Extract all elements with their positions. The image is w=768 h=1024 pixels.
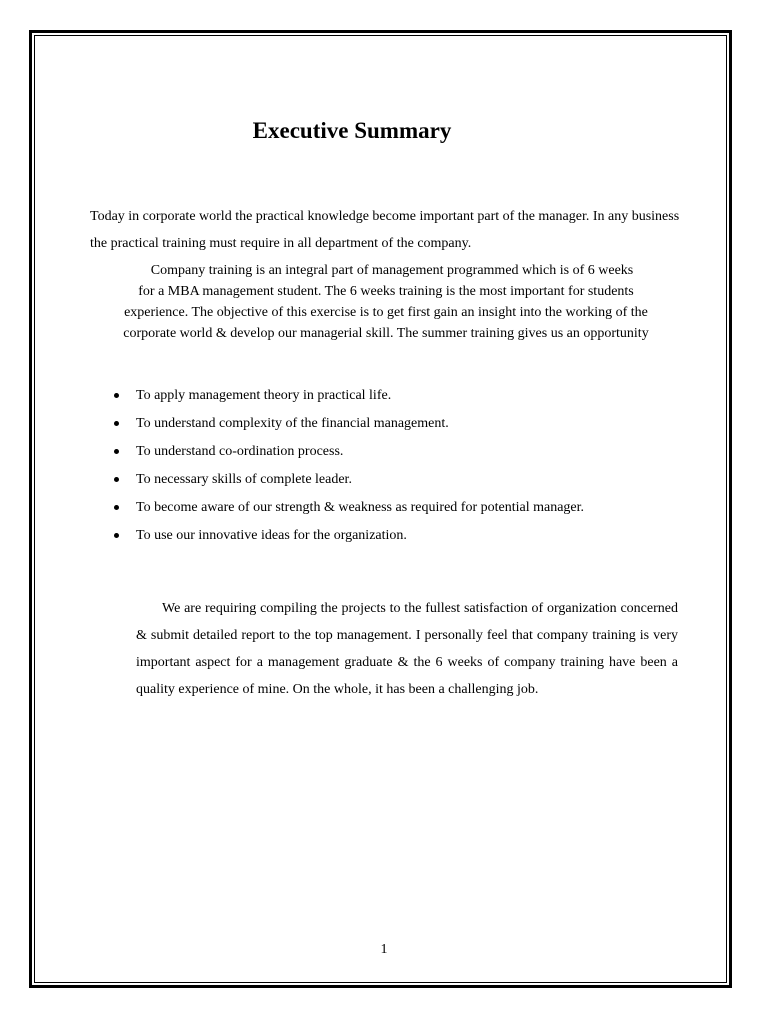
bullet-icon bbox=[114, 421, 119, 426]
list-item bbox=[112, 467, 584, 495]
list-item bbox=[112, 411, 584, 439]
closing-paragraph bbox=[136, 595, 678, 703]
intro-paragraph bbox=[90, 203, 690, 257]
training-line: for a MBA management student. The 6 weeks training is the most important for students bbox=[138, 284, 634, 299]
objective-text: To use our innovative ideas for the organization. bbox=[136, 528, 407, 543]
list-item bbox=[112, 495, 584, 523]
closing-text: We are requiring compiling the projects to the fullest satisfaction of organization concerned & submit detailed report to the top management. I personally feel that company training is very important aspect for a management graduate & the 6 weeks of company training have been a quality experience of mine. On the whole, it has been a challenging job. bbox=[136, 601, 678, 697]
bullet-icon bbox=[114, 477, 119, 482]
objective-text: To understand complexity of the financial management. bbox=[136, 416, 449, 431]
page-title: Executive Summary bbox=[252, 118, 452, 143]
training-line: Company training is an integral part of management programmed which is of 6 weeks bbox=[150, 263, 634, 278]
training-paragraph bbox=[86, 260, 686, 344]
bullet-icon bbox=[114, 393, 119, 398]
objectives-list bbox=[112, 383, 584, 551]
list-item bbox=[112, 383, 584, 411]
bullet-icon bbox=[114, 449, 119, 454]
objective-text: To apply management theory in practical life. bbox=[136, 388, 392, 403]
objective-text: To understand co-ordination process. bbox=[136, 444, 344, 459]
objective-text: To necessary skills of complete leader. bbox=[136, 472, 352, 487]
objective-text: To become aware of our strength & weakness as required for potential manager. bbox=[136, 500, 585, 515]
training-line: experience. The objective of this exercise is to get first gain an insight into the working of the bbox=[124, 305, 648, 320]
list-item bbox=[112, 439, 584, 467]
intro-text: Today in corporate world the practical knowledge become important part of the manager. In any business the practical training must require in all department of the company. bbox=[90, 209, 680, 251]
training-line: corporate world & develop our managerial skill. The summer training gives us an opportunity bbox=[123, 326, 649, 341]
bullet-icon bbox=[114, 505, 119, 510]
page-number: 1 bbox=[380, 942, 388, 957]
list-item bbox=[112, 523, 584, 551]
bullet-icon bbox=[114, 533, 119, 538]
